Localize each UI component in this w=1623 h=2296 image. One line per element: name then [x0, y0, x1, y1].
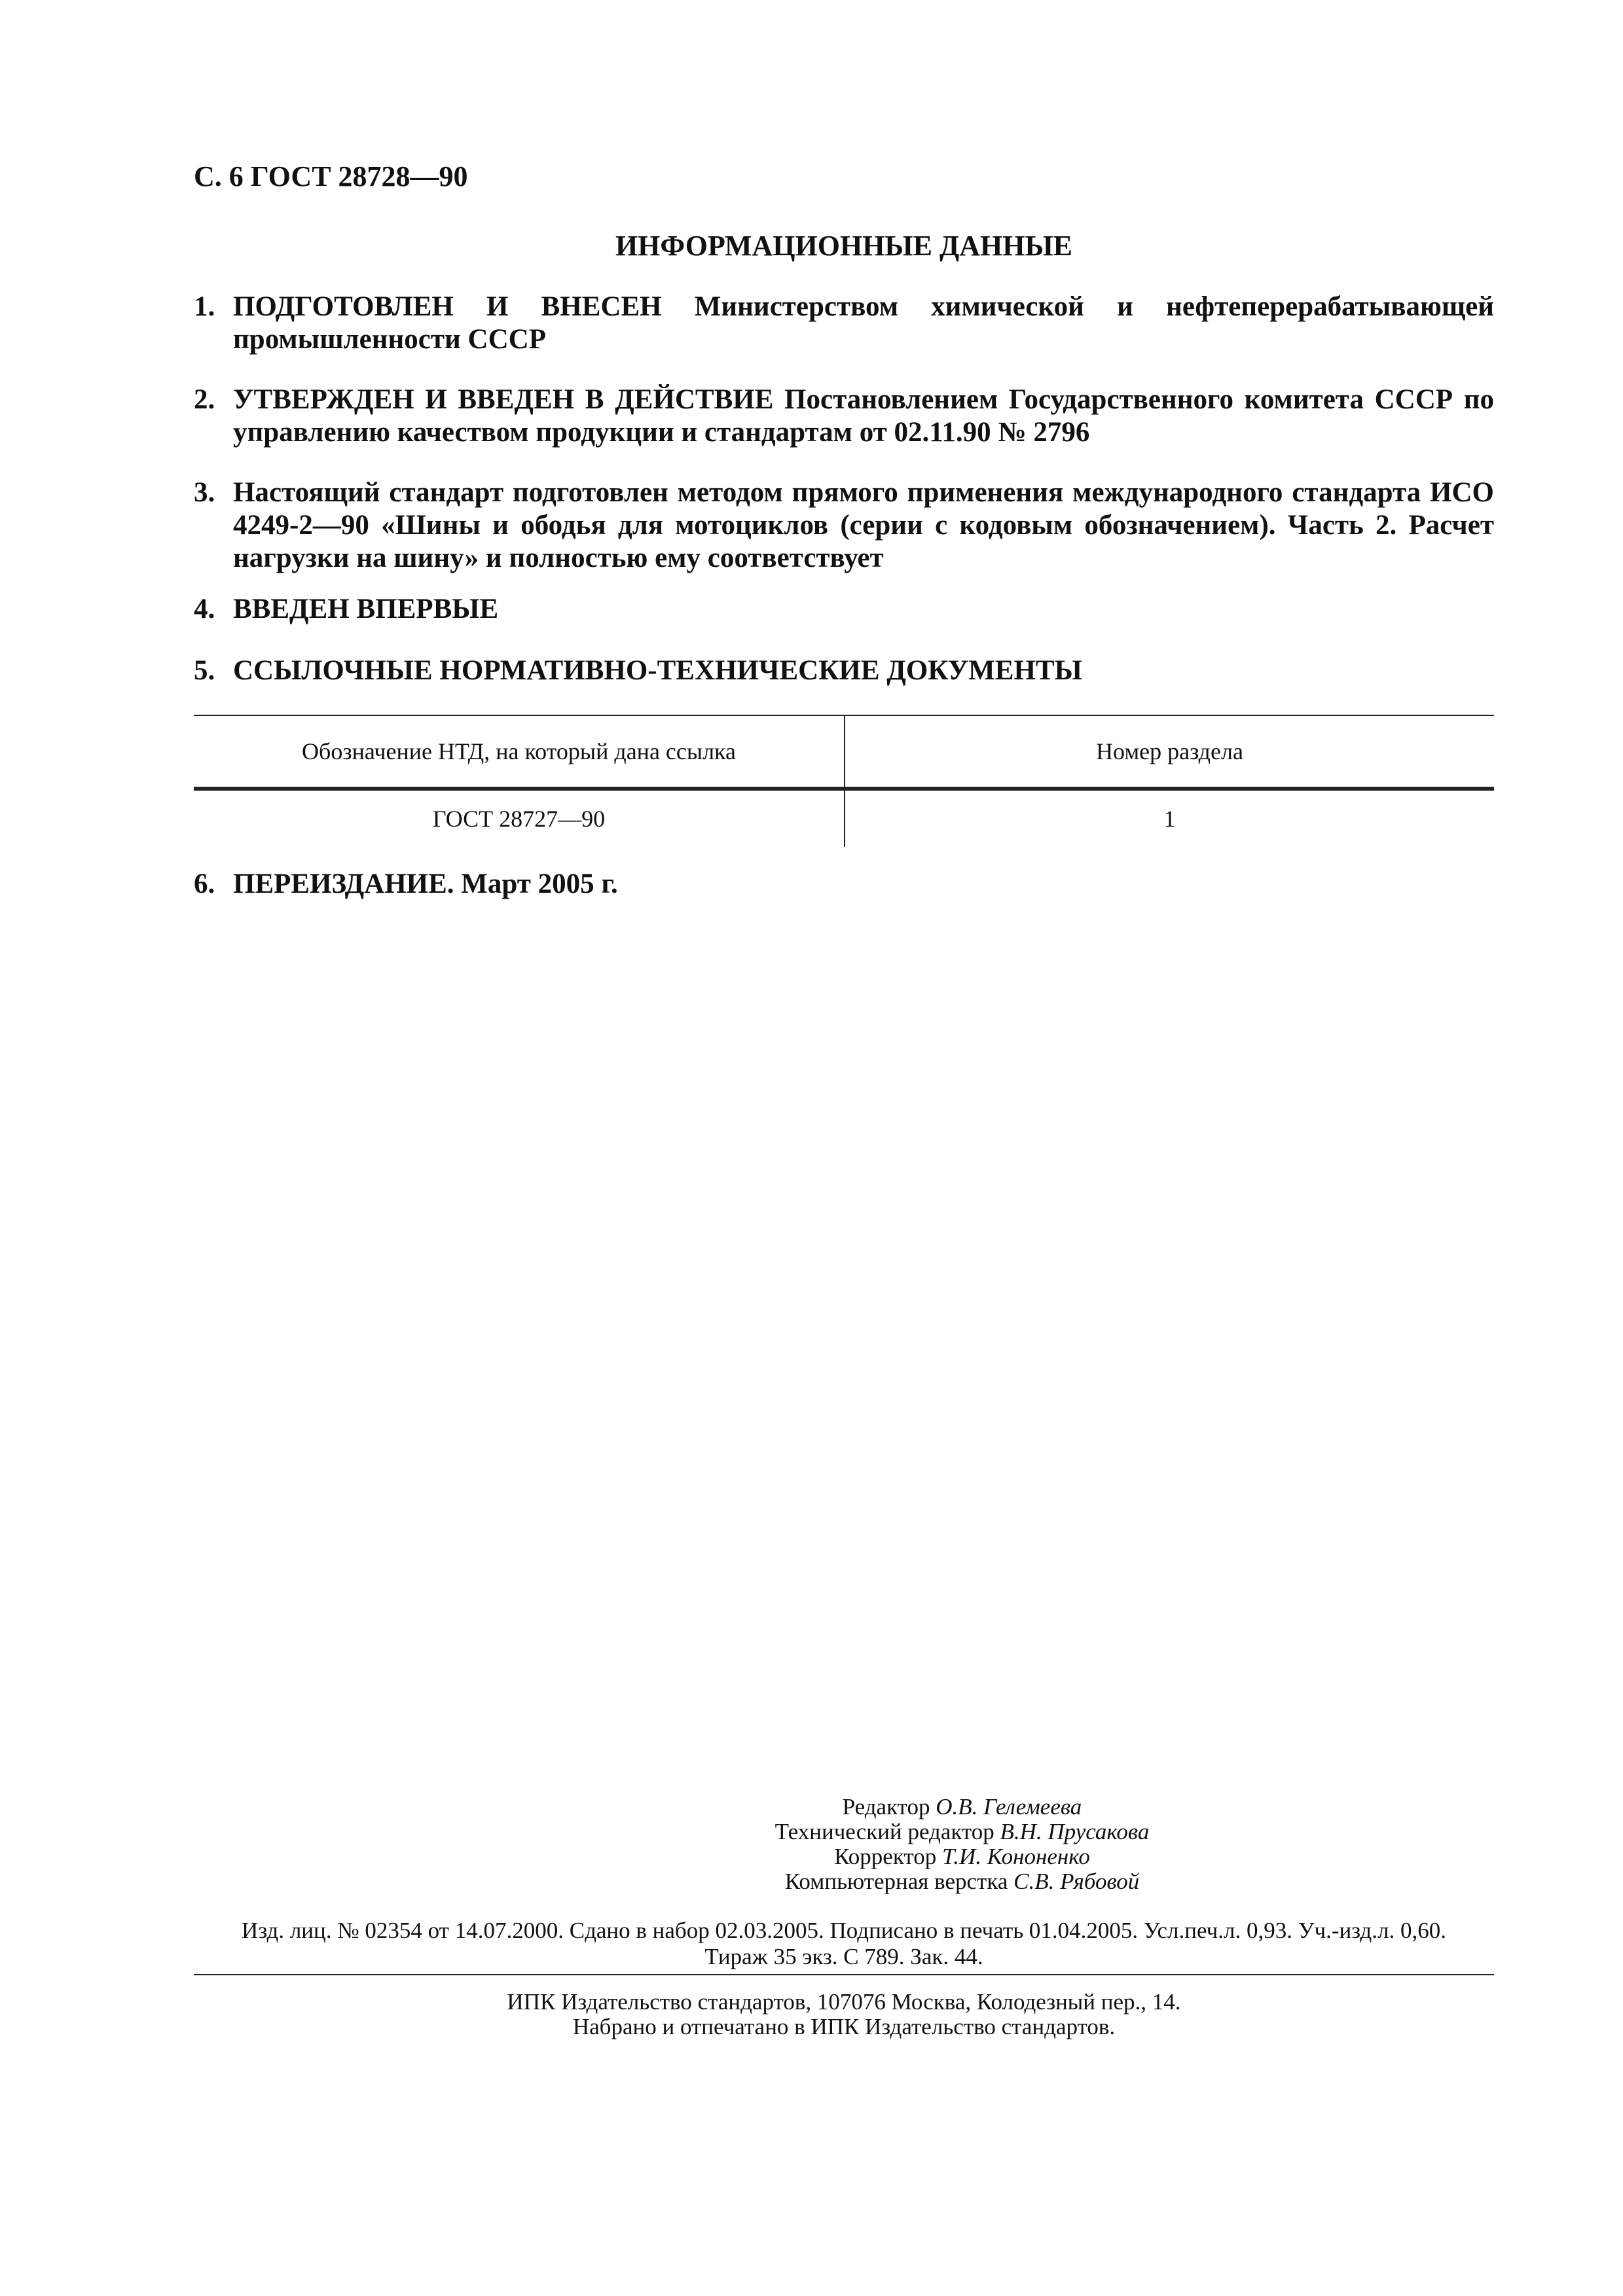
column-header-designation: Обозначение НТД, на который дана ссылка [194, 715, 845, 789]
info-item-3 [194, 476, 1494, 575]
credit-proofreader [0, 1844, 1623, 1869]
info-item-2 [194, 384, 1494, 449]
section-title: ИНФОРМАЦИОННЫЕ ДАННЫЕ [615, 230, 1073, 262]
info-item-5 [194, 655, 1494, 687]
credit-person: С.В. Рябовой [1013, 1869, 1140, 1894]
divider [194, 1974, 1494, 1975]
info-item-6 [194, 868, 1494, 901]
item-number: 5. [194, 655, 215, 686]
item-number: 3. [194, 477, 215, 508]
publication-info [194, 1918, 1494, 1970]
credit-role: Редактор [842, 1794, 930, 1820]
publication-line-2: Тираж 35 экз. С 789. Зак. 44. [704, 1944, 983, 1969]
credit-role: Корректор [834, 1844, 937, 1869]
item-text: УТВЕРЖДЕН И ВВЕДЕН В ДЕЙСТВИЕ Постановлением Государственного комитета СССР по управлению качеством продукции и стандартам от 02.11.90 № 2796 [233, 384, 1494, 448]
credit-role: Компьютерная верстка [784, 1869, 1008, 1894]
reference-table [194, 715, 1494, 847]
info-item-4 [194, 593, 1494, 626]
item-text: ВВЕДЕН ВПЕРВЫЕ [233, 594, 499, 624]
credit-person: Т.И. Кононенко [941, 1844, 1090, 1869]
column-header-section: Номер раздела [845, 715, 1494, 789]
item-number: 4. [194, 594, 215, 624]
table-header-row [194, 715, 1494, 789]
printer-line-1: ИПК Издательство стандартов, 107076 Москва, Колодезный пер., 14. [507, 1989, 1181, 2015]
item-number: 6. [194, 869, 215, 899]
cell-section: 1 [1163, 806, 1176, 832]
credits-block [0, 1795, 1623, 1894]
printer-line-2: Набрано и отпечатано в ИПК Издательство стандартов. [572, 2014, 1116, 2039]
item-text: Настоящий стандарт подготовлен методом прямого применения международного стандарта ИСО 4249-2—90 «Шины и ободья для мотоциклов (серии с кодовым обозначением). Часть 2. Расчет нагрузки на шину» и полностью ему соответствует [233, 477, 1494, 573]
item-text: ПОДГОТОВЛЕН И ВНЕСЕН Министерством химической и нефтеперерабатывающей промышленности СССР [233, 291, 1494, 355]
credit-tech-editor [0, 1820, 1623, 1844]
credit-role: Технический редактор [775, 1819, 994, 1844]
credit-person: О.В. Гелемеева [936, 1794, 1082, 1820]
table-row [194, 789, 1494, 847]
printer-info [194, 1990, 1494, 2039]
cell-designation: ГОСТ 28727—90 [194, 789, 845, 847]
item-number: 1. [194, 291, 215, 322]
page-header: С. 6 ГОСТ 28728—90 [194, 160, 468, 192]
info-item-1 [194, 291, 1494, 356]
item-number: 2. [194, 384, 215, 415]
item-text: ССЫЛОЧНЫЕ НОРМАТИВНО-ТЕХНИЧЕСКИЕ ДОКУМЕНТЫ [233, 655, 1082, 686]
item-text: ПЕРЕИЗДАНИЕ. Март 2005 г. [233, 869, 618, 899]
publication-line-1: Изд. лиц. № 02354 от 14.07.2000. Сдано в набор 02.03.2005. Подписано в печать 01.04.2005. Усл.печ.л. 0,93. Уч.-изд.л. 0,60. [242, 1918, 1446, 1943]
credit-person: В.Н. Прусакова [1000, 1819, 1150, 1844]
credit-editor [0, 1795, 1623, 1820]
credit-layout [0, 1869, 1623, 1894]
